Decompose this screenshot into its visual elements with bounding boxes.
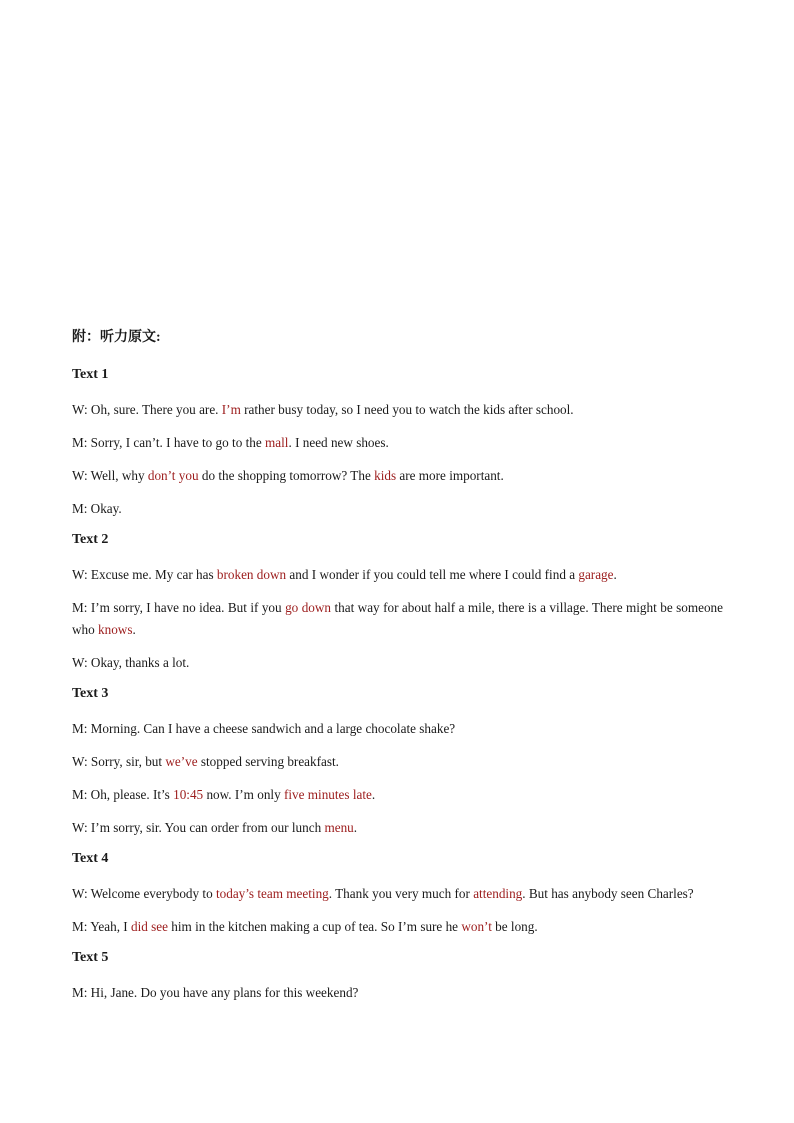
- text-segment: .: [613, 567, 617, 582]
- text-segment: be long.: [491, 919, 538, 934]
- text-segment: M: Okay.: [72, 501, 122, 516]
- text-segment: W: Excuse me. My car has: [72, 567, 217, 582]
- dialogue-line: [72, 399, 723, 421]
- section-heading: Text 4: [72, 851, 109, 866]
- text-segment: stopped serving breakfast.: [197, 754, 339, 769]
- dialogue-line: [72, 652, 723, 674]
- text-segment: M: Hi, Jane. Do you have any plans for this weekend?: [72, 985, 359, 1000]
- highlighted-phrase: don’t you: [147, 468, 199, 483]
- highlighted-phrase: go down: [285, 600, 332, 615]
- text-segment: .: [132, 622, 136, 637]
- highlighted-phrase: garage: [578, 567, 614, 582]
- transcript-section: [72, 949, 723, 1004]
- section-heading: Text 3: [72, 686, 109, 701]
- text-segment: W: Welcome everybody to: [72, 886, 216, 901]
- dialogue-line: [72, 883, 723, 905]
- highlighted-phrase: 10:45: [173, 787, 204, 802]
- text-segment: that way for about half a mile, there is a village. There might be someone who: [72, 600, 724, 637]
- transcript-sections: [72, 366, 723, 1004]
- text-segment: . But has anybody seen Charles?: [522, 886, 694, 901]
- document-title: 附：听力原文:: [72, 330, 161, 345]
- text-segment: do the shopping tomorrow? The: [198, 468, 375, 483]
- highlighted-phrase: kids: [374, 468, 397, 483]
- highlighted-phrase: we’ve: [165, 754, 198, 769]
- dialogue-line: [72, 916, 723, 938]
- text-segment: and I wonder if you could tell me where I could find a: [286, 567, 579, 582]
- text-segment: M: Sorry, I can’t. I have to go to the: [72, 435, 266, 450]
- highlighted-phrase: five minutes late: [283, 787, 372, 802]
- text-segment: W: I’m sorry, sir. You can order from our lunch: [72, 820, 325, 835]
- highlighted-phrase: mall: [265, 435, 289, 450]
- text-segment: are more important.: [396, 468, 504, 483]
- text-segment: W: Sorry, sir, but: [72, 754, 166, 769]
- dialogue-line: [72, 564, 723, 586]
- section-heading: Text 5: [72, 950, 109, 965]
- dialogue-line: [72, 817, 723, 839]
- highlighted-phrase: attending: [473, 886, 523, 901]
- dialogue-line: [72, 498, 723, 520]
- text-segment: M: I’m sorry, I have no idea. But if you: [72, 600, 286, 615]
- text-segment: . Thank you very much for: [328, 886, 474, 901]
- section-heading: Text 1: [72, 367, 109, 382]
- text-segment: . I need new shoes.: [288, 435, 389, 450]
- highlighted-phrase: knows: [98, 622, 133, 637]
- text-segment: .: [353, 820, 358, 835]
- transcript-section: [72, 685, 723, 839]
- section-heading: Text 2: [72, 532, 109, 547]
- text-segment: W: Oh, sure. There you are.: [72, 402, 222, 417]
- text-segment: M: Oh, please. It’s: [72, 787, 174, 802]
- dialogue-line: [72, 465, 723, 487]
- highlighted-phrase: did see: [130, 919, 168, 934]
- dialogue-line: [72, 432, 723, 454]
- text-segment: .: [371, 787, 376, 802]
- highlighted-phrase: won’t: [461, 919, 492, 934]
- text-segment: W: Well, why: [72, 468, 148, 483]
- highlighted-phrase: broken down: [216, 567, 287, 582]
- highlighted-phrase: I’m: [221, 402, 241, 417]
- text-segment: M: Yeah, I: [72, 919, 131, 934]
- highlighted-phrase: menu: [324, 820, 354, 835]
- text-segment: M: Morning. Can I have a cheese sandwich and a large chocolate shake?: [72, 721, 456, 736]
- dialogue-line: [72, 597, 723, 641]
- text-segment: now. I’m only: [203, 787, 284, 802]
- highlighted-phrase: today’s team meeting: [215, 886, 329, 901]
- dialogue-line: [72, 982, 723, 1004]
- transcript-section: [72, 850, 723, 938]
- dialogue-line: [72, 751, 723, 773]
- transcript-section: [72, 531, 723, 674]
- dialogue-line: [72, 784, 723, 806]
- document-body: [72, 329, 723, 1015]
- text-segment: W: Okay, thanks a lot.: [72, 655, 190, 670]
- dialogue-line: [72, 718, 723, 740]
- text-segment: him in the kitchen making a cup of tea. So I’m sure he: [167, 919, 462, 934]
- text-segment: rather busy today, so I need you to watch the kids after school.: [240, 402, 574, 417]
- transcript-section: [72, 366, 723, 520]
